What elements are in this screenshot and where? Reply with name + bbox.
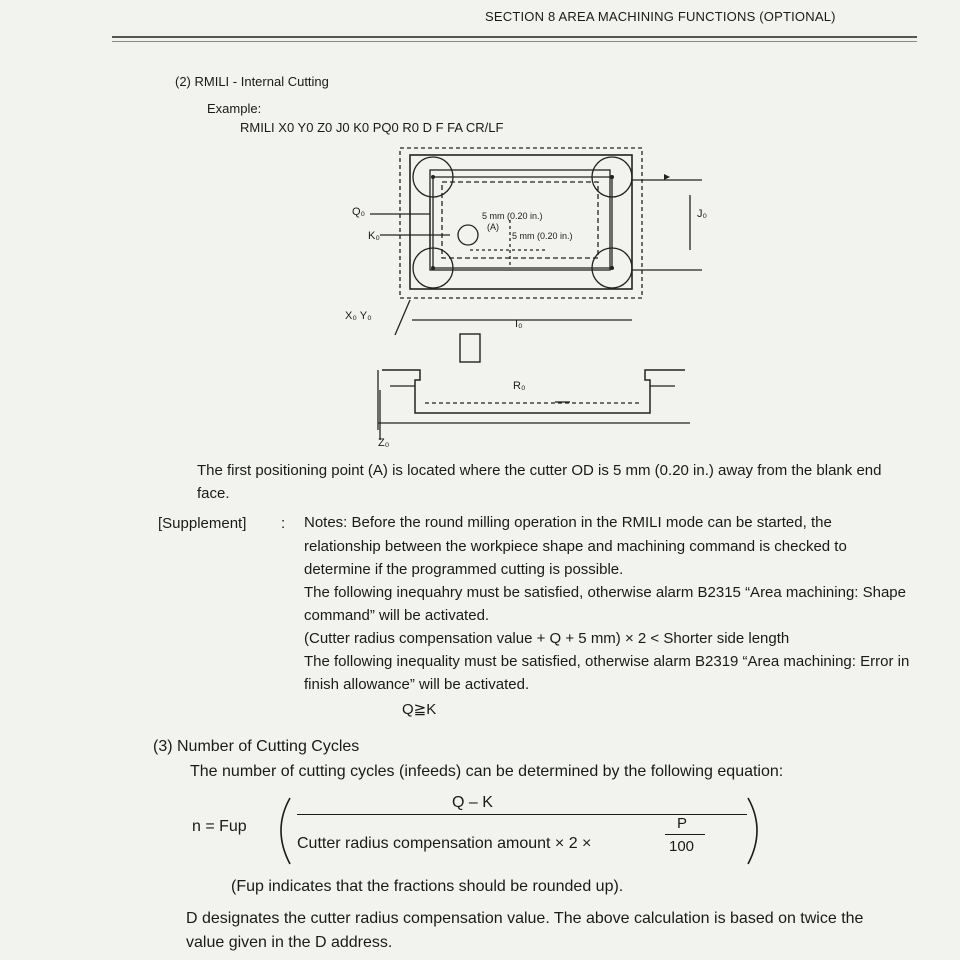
formula-p: P: [677, 815, 688, 832]
supplement-inequality: (Cutter radius compensation value + Q + 5 mm) × 2 < Shorter side length: [304, 630, 790, 647]
formula-p-bar: [665, 834, 705, 835]
fup-note: (Fup indicates that the fractions should be rounded up).: [231, 878, 624, 895]
label-k0: K₀: [368, 230, 380, 242]
supplement-q-ge-k: Q≧K: [402, 701, 437, 718]
label-r0: R₀: [513, 380, 526, 392]
positioning-text-line1: The first positioning point (A) is located where the cutter OD is 5 mm (0.20 in.) away from the blank end: [197, 462, 882, 479]
example-code: RMILI X0 Y0 Z0 J0 K0 PQ0 R0 D F FA CR/LF: [240, 120, 504, 135]
label-z0: Z₀: [378, 437, 390, 449]
supplement-line: determine if the programmed cutting is possible.: [304, 561, 624, 578]
rmili-diagram: [330, 140, 730, 460]
example-label: Example:: [207, 101, 262, 116]
formula-numerator: Q – K: [452, 794, 493, 811]
supplement-line: The following inequahry must be satisfied, otherwise alarm B2315 “Area machining: Shape: [304, 584, 906, 601]
d-address-line2: value given in the D address.: [186, 934, 393, 951]
formula-hundred: 100: [669, 838, 695, 855]
cycles-intro: The number of cutting cycles (infeeds) can be determined by the following equation:: [190, 763, 784, 780]
positioning-text-line2: face.: [197, 485, 230, 502]
supplement-line: finish allowance” will be activated.: [304, 676, 530, 693]
label-point-a: (A): [487, 222, 499, 232]
formula-denominator: Cutter radius compensation amount × 2 ×: [297, 835, 592, 852]
supplement-line: relationship between the workpiece shape and machining command is checked to: [304, 538, 847, 555]
workpiece-outline: [410, 155, 632, 289]
header-rule: [112, 36, 917, 38]
cycles-heading: (3) Number of Cutting Cycles: [153, 738, 360, 755]
supplement-line: command” will be activated.: [304, 607, 490, 624]
label-q0: Q₀: [352, 206, 366, 218]
section-header: SECTION 8 AREA MACHINING FUNCTIONS (OPTIONAL): [485, 9, 836, 24]
d-address-line1: D designates the cutter radius compensation value. The above calculation is based on twice the: [186, 910, 864, 927]
rmili-heading: (2) RMILI - Internal Cutting: [175, 74, 329, 89]
label-dim-5mm-vertical: 5 mm (0.20 in.): [512, 231, 573, 241]
supplement-line: The following inequality must be satisfied, otherwise alarm B2319 “Area machining: Error in: [304, 653, 910, 670]
supplement-colon: :: [281, 515, 286, 532]
formula-lhs: n = Fup: [192, 818, 247, 835]
label-x0-y0: X₀ Y₀: [345, 310, 372, 322]
header-rule-secondary: [112, 41, 917, 42]
label-j0: J₀: [697, 208, 708, 220]
label-dim-5mm-horizontal: 5 mm (0.20 in.): [482, 211, 543, 221]
formula-brackets: [270, 790, 770, 870]
label-i0: I₀: [515, 318, 523, 330]
supplement-label: [Supplement]: [158, 515, 247, 532]
supplement-line: Notes: Before the round milling operation in the RMILI mode can be started, the: [304, 514, 832, 531]
